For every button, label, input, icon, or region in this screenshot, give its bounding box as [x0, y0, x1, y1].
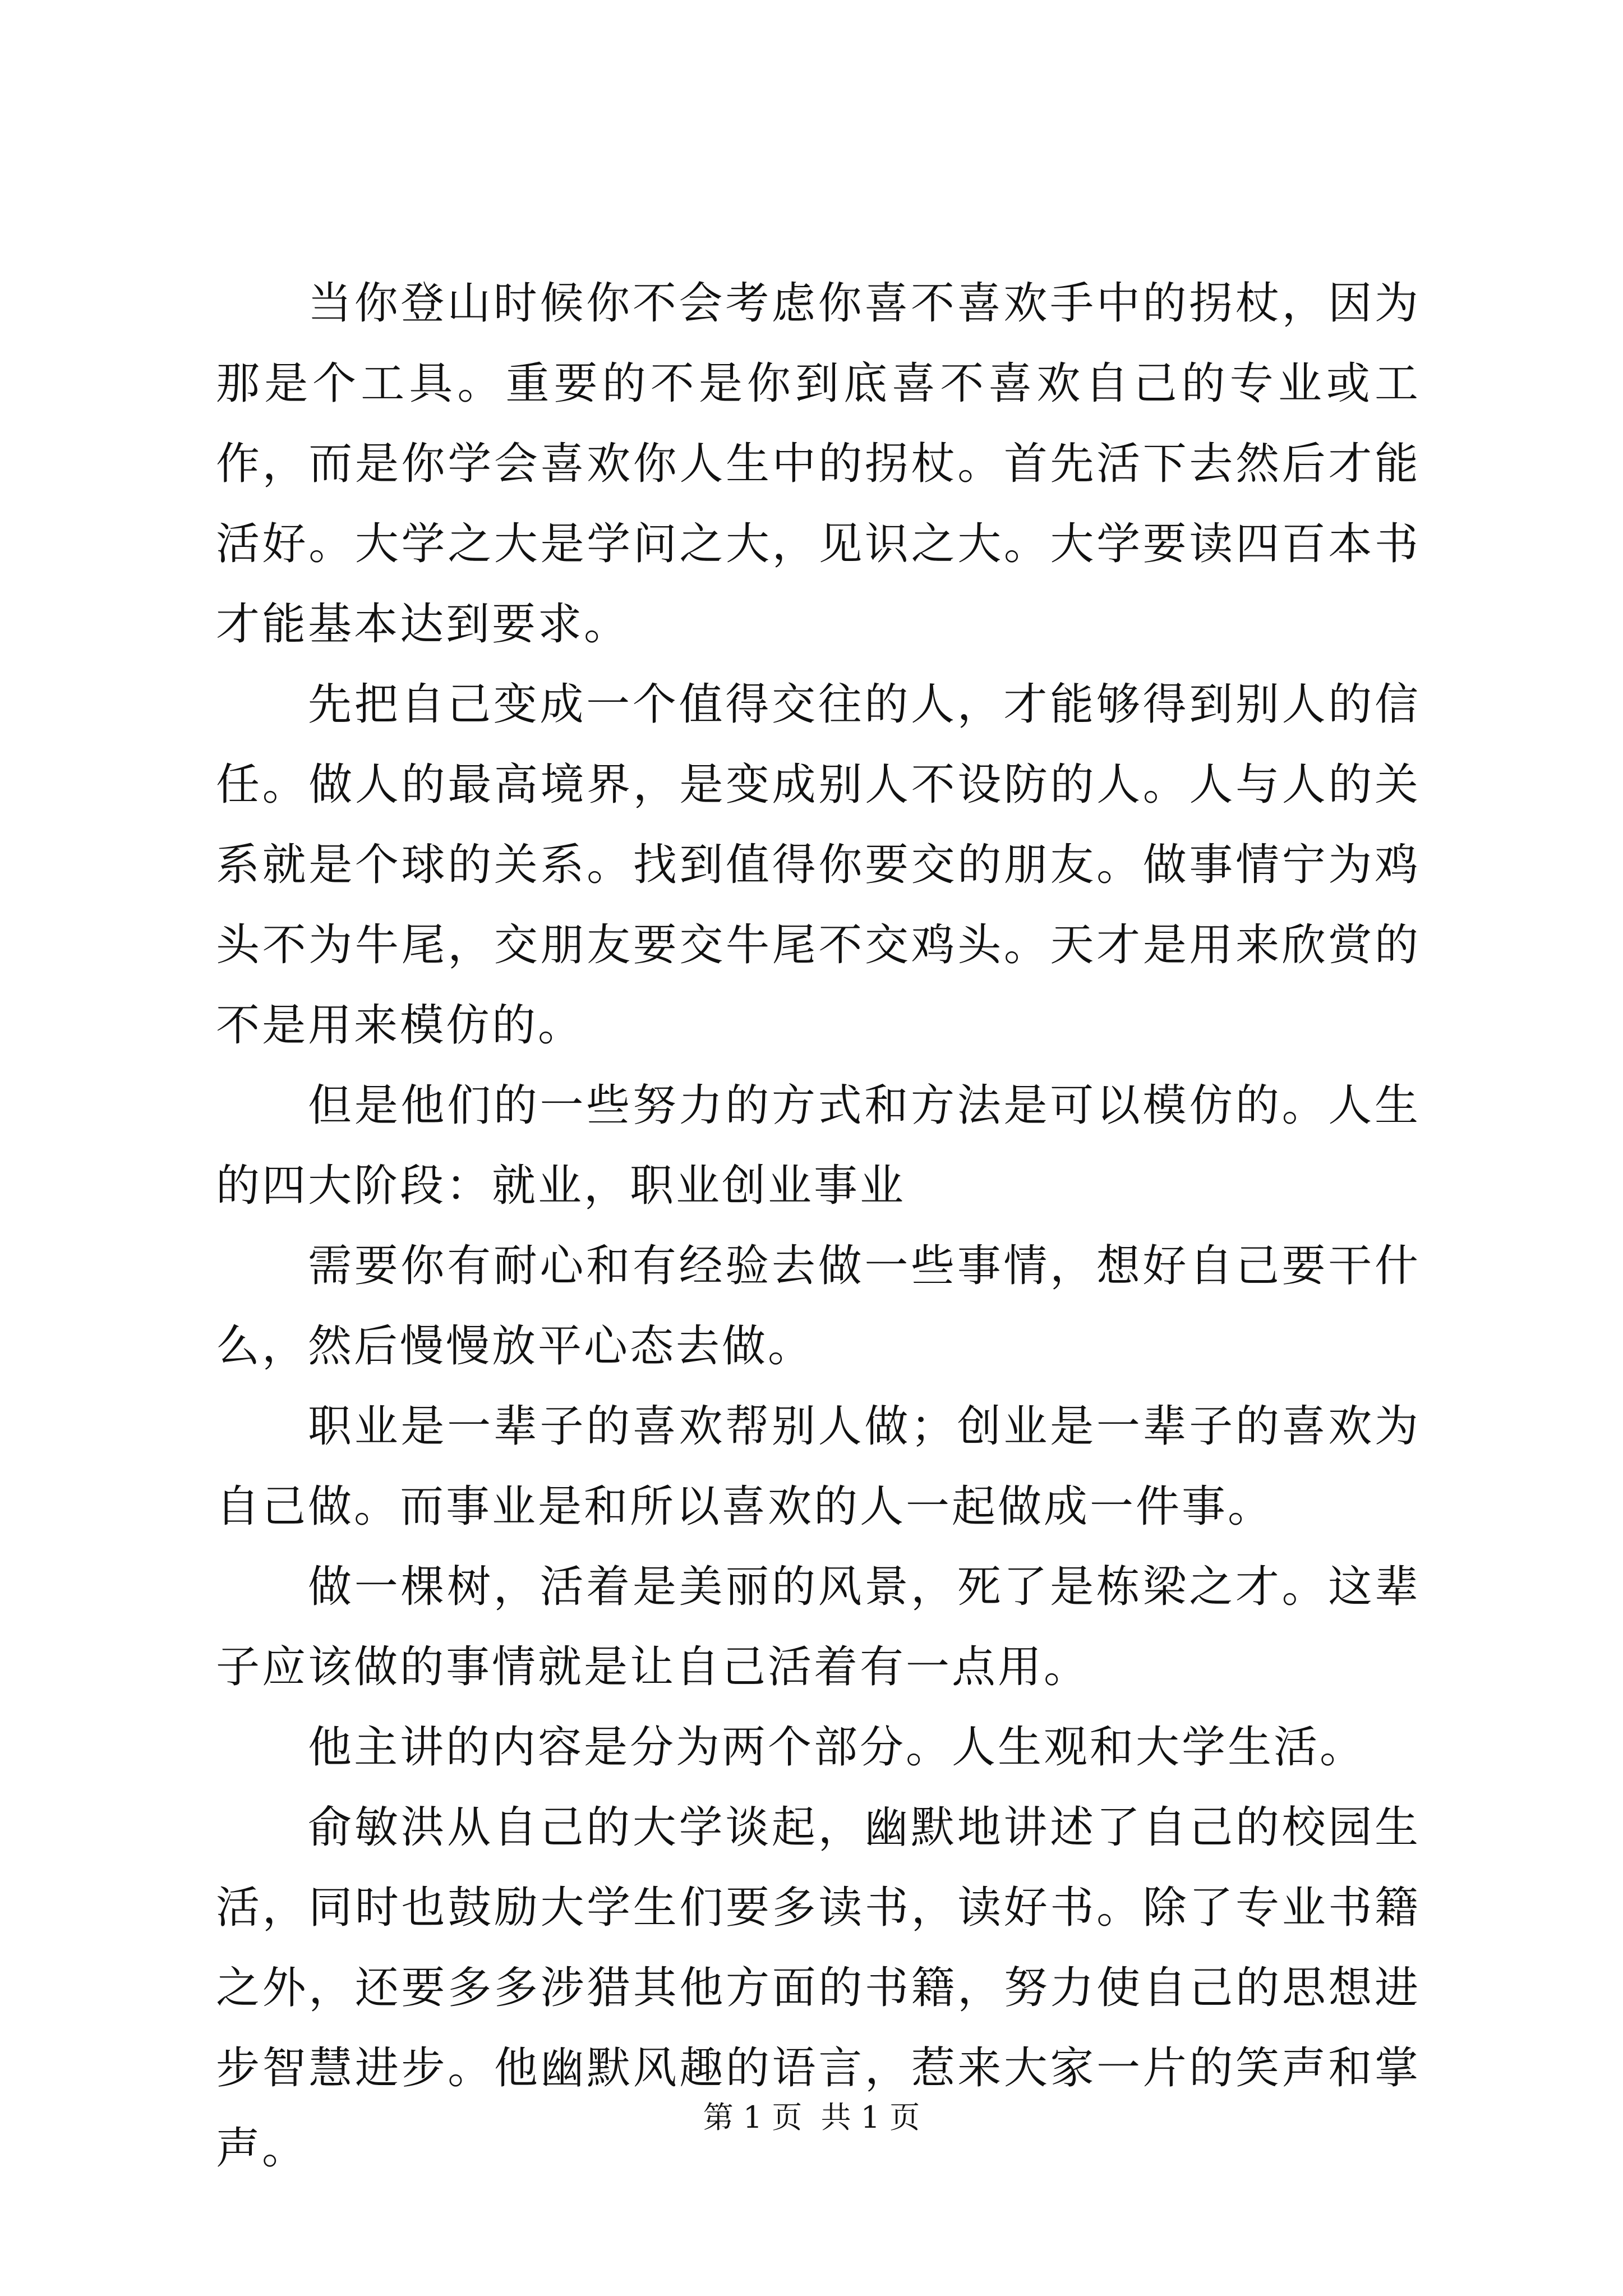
paragraph: 做一棵树，活着是美丽的风景，死了是栋梁之才。这辈子应该做的事情就是让自己活着有一点用。 — [216, 1562, 1421, 1692]
paragraph: 俞敏洪从自己的大学谈起，幽默地讲述了自己的校园生活，同时也鼓励大学生们要多读书，读好书。除了专业书籍之外，还要多多涉猎其他方面的书籍，努力使自己的思想进步智慧进步。他幽默风趣的语言，惹来大家一片的笑声和掌声。 — [216, 1802, 1421, 2174]
paragraph: 需要你有耐心和有经验去做一些事情，想好自己要干什么，然后慢慢放平心态去做。 — [216, 1241, 1421, 1372]
paragraph: 先把自己变成一个值得交往的人，才能够得到别人的信任。做人的最高境界，是变成别人不设防的人。人与人的关系就是个球的关系。找到值得你要交的朋友。做事情宁为鸡头不为牛尾，交朋友要交牛尾不交鸡头。天才是用来欣赏的不是用来模仿的。 — [216, 679, 1421, 1051]
page-footer — [0, 2098, 1623, 2137]
paragraph: 但是他们的一些努力的方式和方法是可以模仿的。人生的四大阶段：就业，职业创业事业 — [216, 1080, 1421, 1211]
paragraph: 他主讲的内容是分为两个部分。人生观和大学生活。 — [308, 1722, 1366, 1773]
paragraph: 当你登山时候你不会考虑你喜不喜欢手中的拐杖，因为那是个工具。重要的不是你到底喜不喜欢自己的专业或工作，而是你学会喜欢你人生中的拐杖。首先活下去然后才能活好。大学之大是学问之大，见识之大。大学要读四百本书才能基本达到要求。 — [216, 278, 1421, 650]
total-pages: 共 1 页 — [820, 2100, 920, 2135]
document-body — [216, 264, 1421, 2189]
paragraph: 职业是一辈子的喜欢帮别人做；创业是一辈子的喜欢为自己做。而事业是和所以喜欢的人一起做成一件事。 — [216, 1401, 1421, 1532]
page-number: 第 1 页 — [703, 2100, 803, 2135]
